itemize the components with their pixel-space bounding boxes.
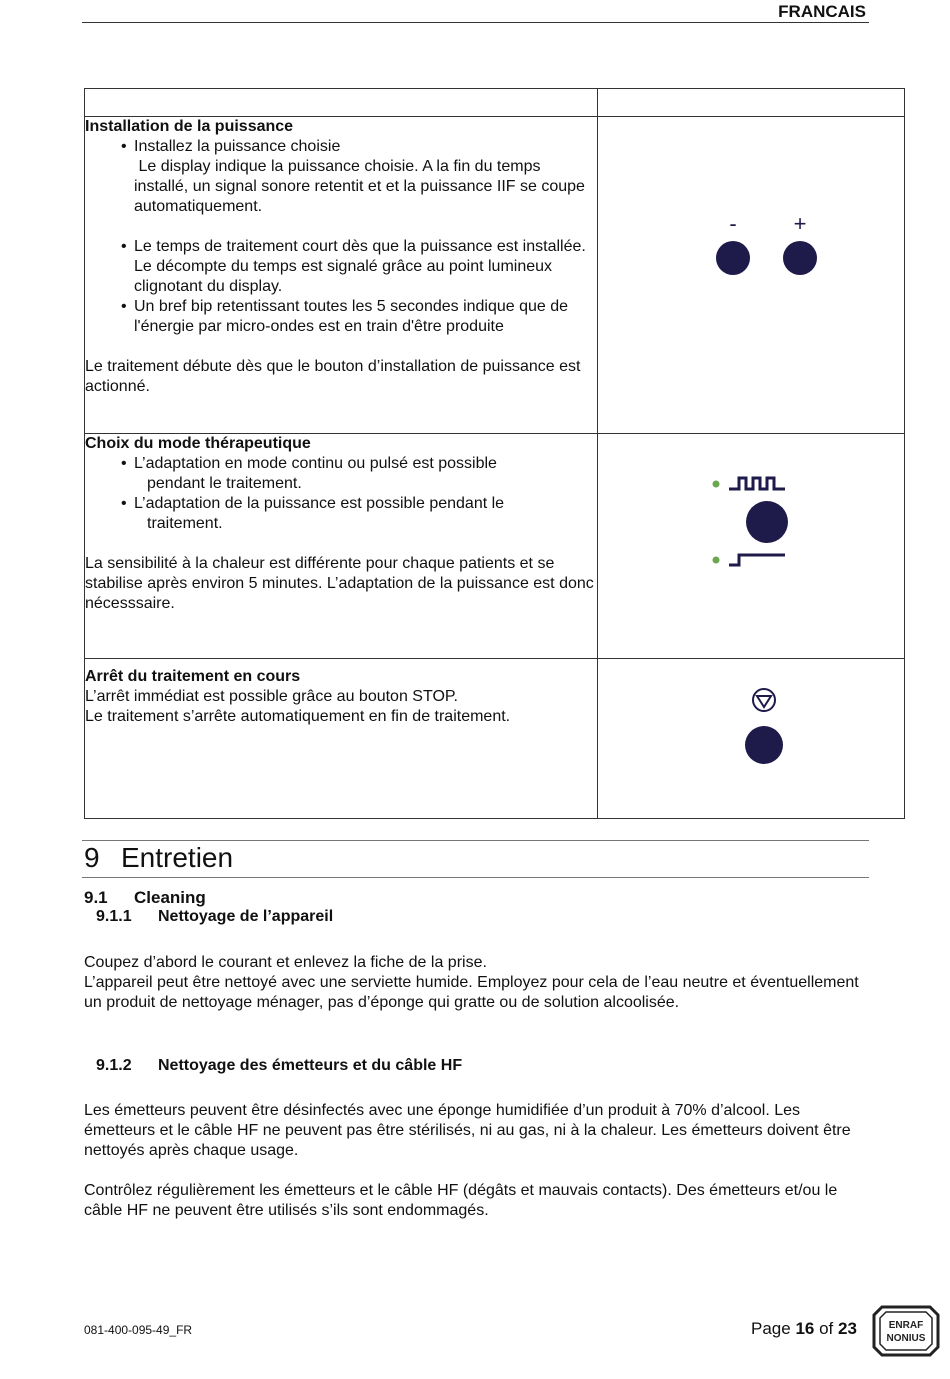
page-of: of <box>819 1319 834 1338</box>
bullet-text: Un bref bip retentissant toutes les 5 secondes indique que de l'énergie par micro-ondes est en train d'être produite <box>134 298 569 335</box>
cleaning-paragraph <box>84 953 874 1013</box>
paragraph-text: L’appareil peut être nettoyé avec une serviette humide. Employez pour cela de l’eau neutre et éventuellement un produit de nettoyage ménager, pas d’éponge qui gratte ou de solution alcoolisée. <box>84 974 859 1011</box>
subsubsection-title: Nettoyage des émetteurs et du câble HF <box>158 1057 463 1074</box>
page-word: Page <box>751 1319 791 1338</box>
table-row <box>85 117 905 434</box>
mode-note: La sensibilité à la chaleur est différente pour chaque patients et se stabilise après environ 5 minutes. L’adaptation de la puissance est donc nécesssaire. <box>85 555 594 612</box>
table-row <box>85 434 905 659</box>
mode-instructions <box>85 434 598 659</box>
plus-button-icon <box>783 241 817 275</box>
mode-title: Choix du mode thérapeutique <box>85 435 311 452</box>
minus-button-icon <box>716 241 750 275</box>
section-number: 9 <box>84 842 100 873</box>
bullet-text: Installez la puissance choisie <box>134 138 341 155</box>
stop-line-2: Le traitement s’arrête automatiquement en fin de traitement. <box>85 708 511 725</box>
minus-label: - <box>729 211 737 236</box>
mode-button-icon <box>746 501 788 543</box>
pulsed-led-icon <box>713 481 720 488</box>
list-item <box>85 237 597 297</box>
subsubsection-number: 9.1.1 <box>96 908 132 925</box>
power-buttons-cell <box>598 117 905 434</box>
mode-bullets <box>85 454 597 534</box>
continuous-led-icon <box>713 557 720 564</box>
table-row <box>85 659 905 819</box>
plus-label: + <box>793 211 807 236</box>
section-title: Entretien <box>121 842 234 873</box>
bullet-text: Le display indique la puissance choisie. A la fin du temps <box>134 158 541 175</box>
paragraph-line: Coupez d’abord le courant et enlevez la fiche de la prise. <box>84 954 487 971</box>
list-item <box>85 454 597 494</box>
subsection-number: 9.1 <box>84 888 108 907</box>
list-item <box>85 137 597 217</box>
emitter-paragraph-1: Les émetteurs peuvent être désinfectés avec une éponge humidifiée d’un produit à 70% d’alcool. Les émetteurs et le câble HF ne peuvent pas être stérilisés, ni au gas, ni à la chaleur. Les émetteurs doivent être nettoyés après chaque usage. <box>84 1102 851 1159</box>
subsubsection-heading <box>96 1057 462 1075</box>
stop-button-icon <box>745 726 783 764</box>
pulsed-wave-icon <box>729 478 785 489</box>
power-instructions <box>85 117 598 434</box>
document-reference: 081-400-095-49_FR <box>84 1323 193 1337</box>
stop-diagram <box>598 659 904 813</box>
section-rule-bottom <box>82 877 869 878</box>
stop-triangle-icon <box>757 696 771 707</box>
stop-button-cell <box>598 659 905 819</box>
header-language: FRANCAIS <box>778 2 866 21</box>
subsubsection-heading <box>96 908 333 926</box>
instructions-table <box>84 88 905 819</box>
emitter-paragraph-2: Contrôlez régulièrement les émetteurs et le câble HF (dégâts et mauvais contacts). Des émetteurs et/ou le câble HF ne peuvent être utilisés s’ils sont endommagés. <box>84 1182 838 1219</box>
subsection-heading <box>84 888 206 908</box>
stop-title: Arrêt du traitement en cours <box>85 668 301 685</box>
subsection-title: Cleaning <box>134 888 206 907</box>
power-title: Installation de la puissance <box>85 118 294 135</box>
section-heading <box>84 842 233 874</box>
bullet-text: pendant le traitement. <box>147 475 302 492</box>
list-item <box>85 494 597 534</box>
bullet-text: installé, un signal sonore retentit et et la puissance IIF se coupe automatiquement. <box>134 178 585 215</box>
bullet-text: Le temps de traitement court dès que la puissance est installée. Le décompte du temps est signalé grâce au point lumineux clignotant du display. <box>134 238 586 295</box>
page-number <box>751 1319 857 1339</box>
list-item <box>85 297 597 337</box>
power-bullets-2 <box>85 237 597 337</box>
bullet-text: L’adaptation de la puissance est possible pendant le <box>134 495 505 512</box>
empty-header-cell <box>598 89 905 117</box>
empty-header-cell <box>85 89 598 117</box>
enraf-nonius-logo <box>872 1303 940 1357</box>
table-header-row <box>85 89 905 117</box>
page-total: 23 <box>838 1319 857 1338</box>
continuous-wave-icon <box>729 555 785 565</box>
subsubsection-number: 9.1.2 <box>96 1057 132 1074</box>
logo-line-1: ENRAF <box>888 1320 924 1331</box>
mode-diagram <box>598 434 904 653</box>
mode-button-cell <box>598 434 905 659</box>
stop-line-1: L’arrêt immédiat est possible grâce au bouton STOP. <box>85 688 458 705</box>
subsubsection-title: Nettoyage de l’appareil <box>158 908 334 925</box>
bullet-text: traitement. <box>147 515 223 532</box>
bullet-text: L’adaptation en mode continu ou pulsé est possible <box>134 455 497 472</box>
section-rule-top <box>82 840 869 841</box>
power-bullets <box>85 137 597 217</box>
logo-line-2: NONIUS <box>886 1333 926 1344</box>
power-buttons-diagram <box>598 117 904 428</box>
power-note: Le traitement débute dès que le bouton d’installation de puissance est actionné. <box>85 358 581 395</box>
page-current: 16 <box>795 1319 815 1338</box>
stop-instructions <box>85 659 598 819</box>
header-rule <box>82 22 869 23</box>
